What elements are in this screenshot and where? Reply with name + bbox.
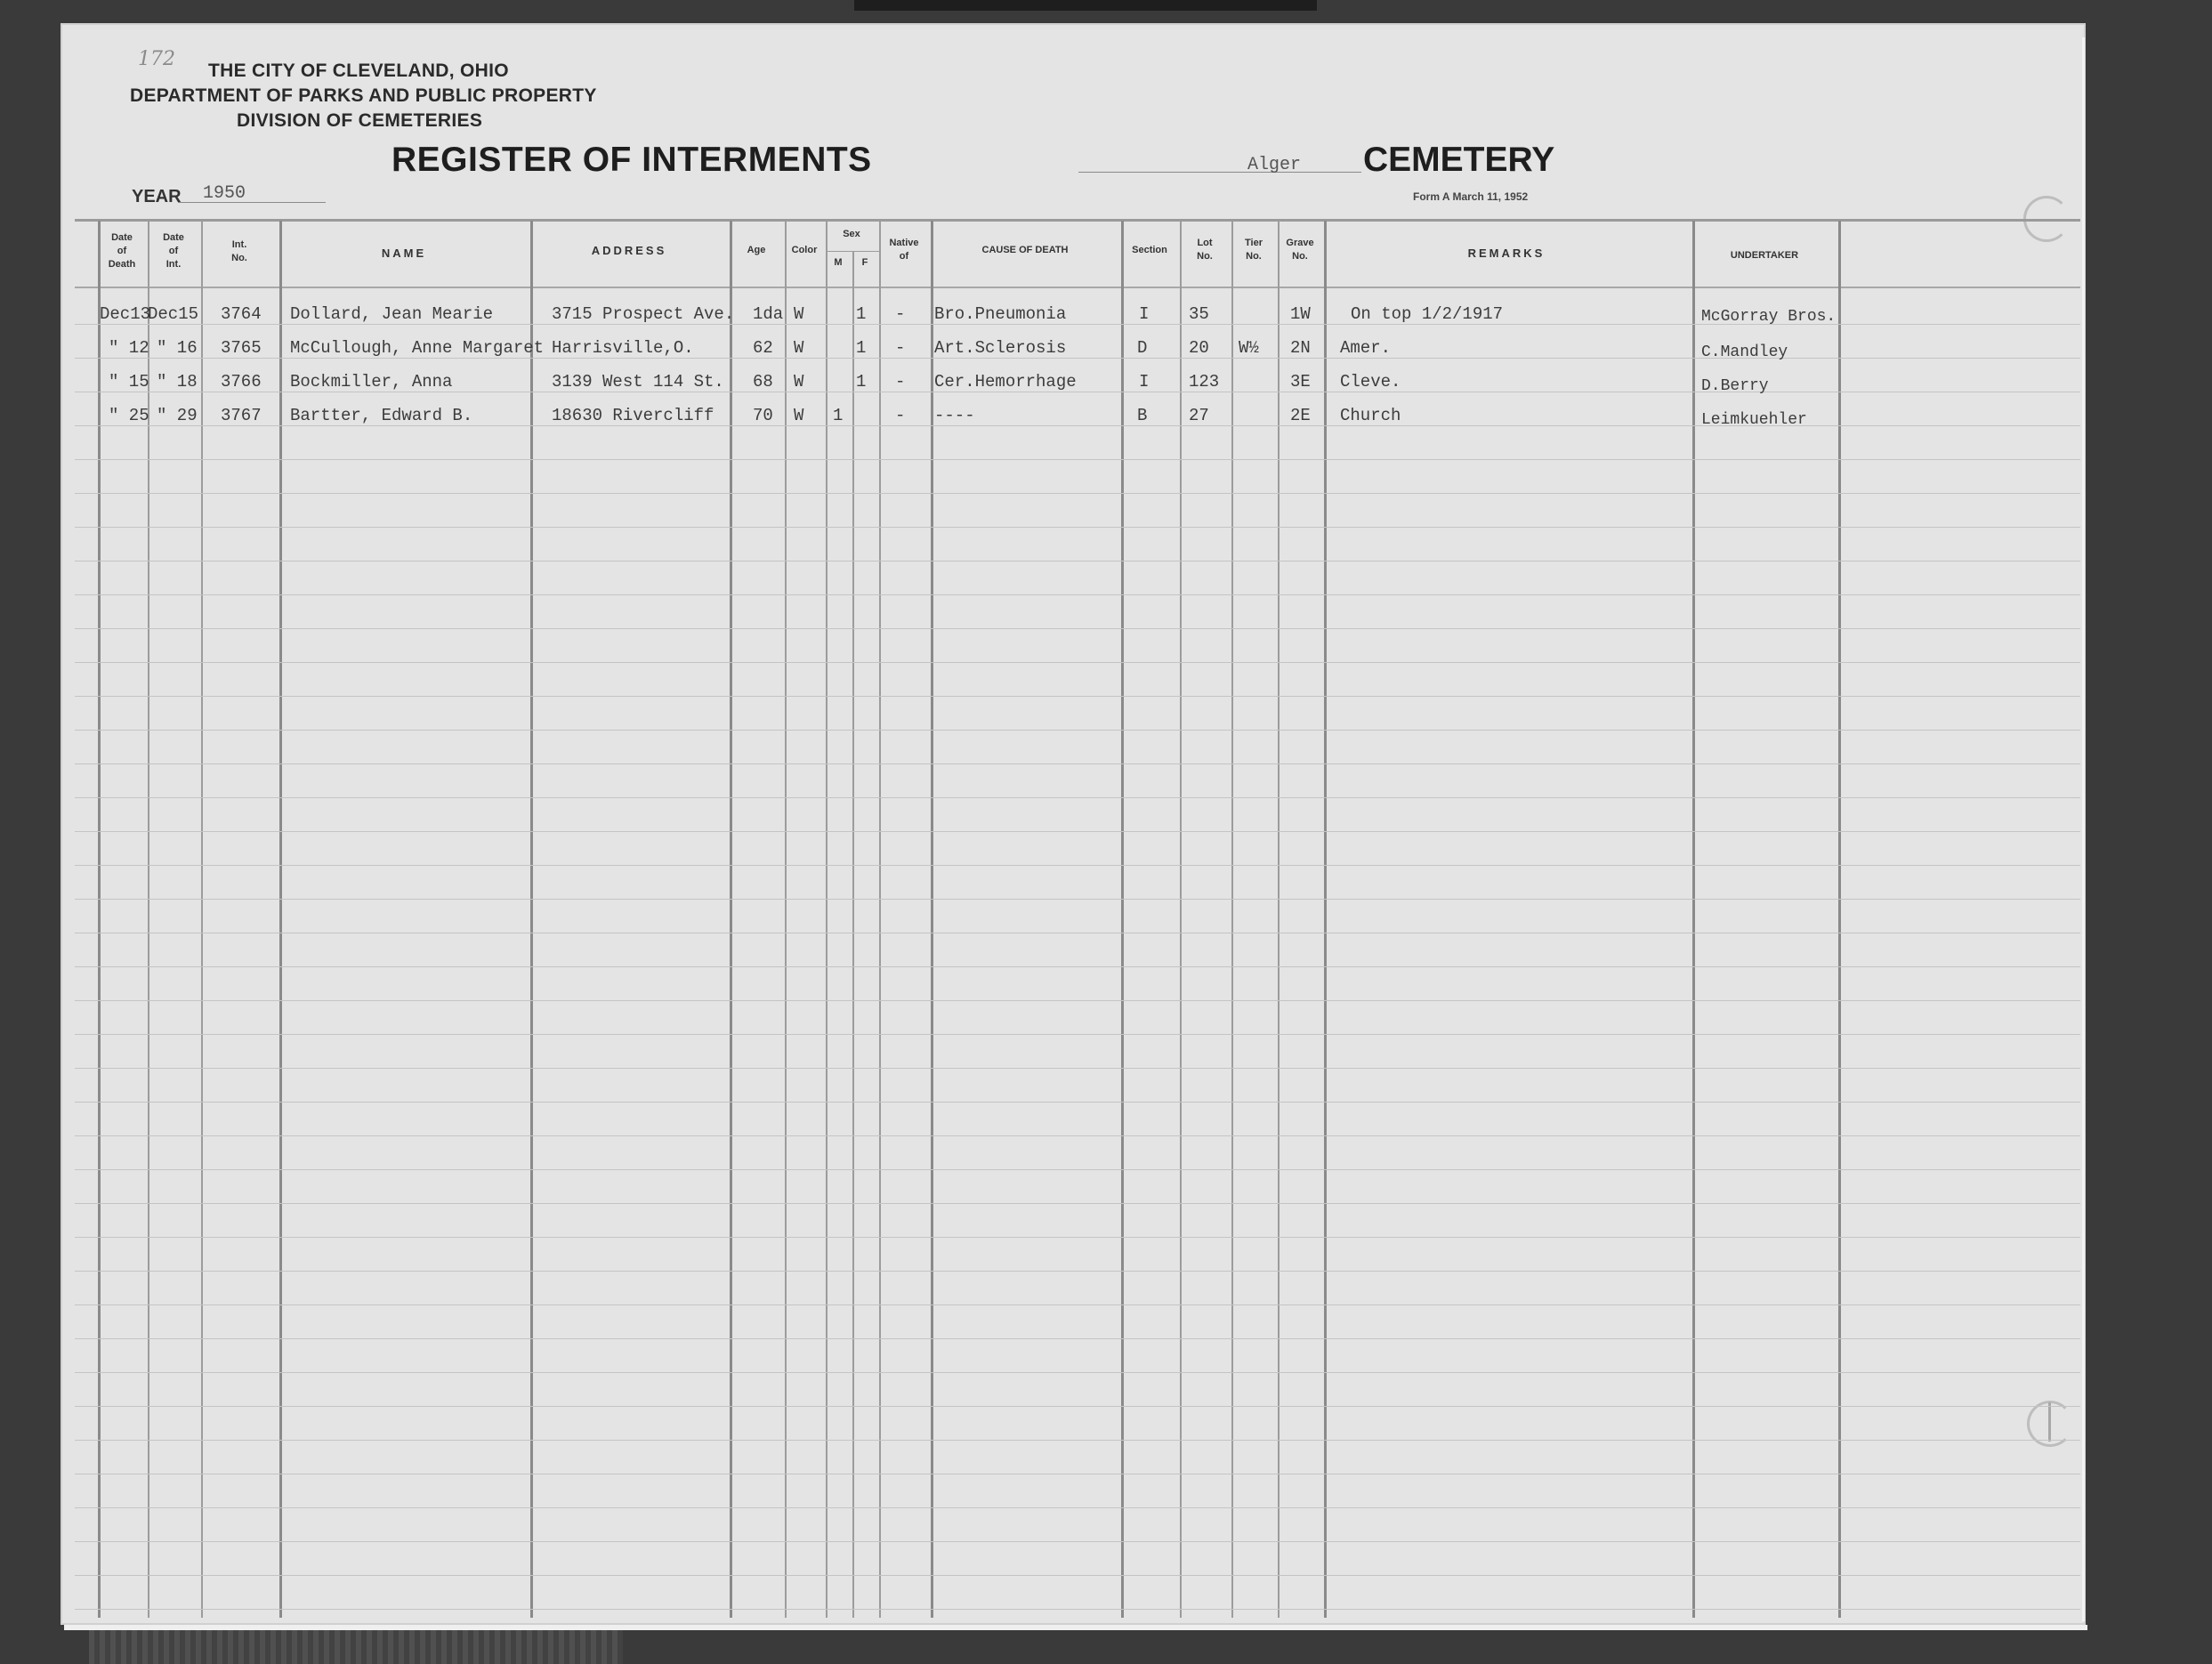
- col-date-of-death: [98, 231, 146, 271]
- form-note: Form A March 11, 1952: [1413, 190, 1529, 203]
- col-lot-no-line1: Lot: [1197, 238, 1213, 248]
- cell-undertaker: C.Mandley: [1701, 343, 1788, 361]
- col-cause-of-death: CAUSE OF DEATH: [981, 245, 1069, 255]
- cell-date-int: " 18: [157, 372, 198, 392]
- col-int-no: [201, 238, 278, 265]
- year-value: 1950: [203, 183, 246, 204]
- cell-section: I: [1139, 304, 1150, 324]
- cell-age: 68: [753, 372, 773, 392]
- department-heading: DEPARTMENT OF PARKS AND PUBLIC PROPERTY: [130, 85, 597, 106]
- col-native-of-line1: Native: [889, 238, 919, 248]
- cell-color: W: [794, 304, 804, 324]
- cell-lot: 123: [1189, 372, 1220, 392]
- cell-sex-f: 1: [856, 338, 867, 358]
- cell-lot: 27: [1189, 406, 1209, 425]
- cell-remarks: Church: [1340, 406, 1401, 425]
- col-sex: Sex: [843, 229, 860, 239]
- col-name: NAME: [381, 246, 427, 260]
- cell-age: 1da: [753, 304, 784, 324]
- year-label: YEAR: [132, 187, 182, 206]
- col-date-of-death-line3: Death: [108, 259, 136, 270]
- col-date-of-int-line2: of: [168, 246, 179, 256]
- cell-lot: 35: [1189, 304, 1209, 324]
- cell-section: D: [1137, 338, 1148, 358]
- cell-color: W: [794, 372, 804, 392]
- col-grave-no: [1278, 237, 1322, 263]
- cell-undertaker: Leimkuehler: [1701, 411, 1807, 429]
- cell-section: B: [1137, 406, 1148, 425]
- col-int-no-line2: No.: [231, 253, 247, 263]
- cell-name: Dollard, Jean Mearie: [290, 304, 494, 324]
- cell-grave: 2E: [1290, 406, 1311, 425]
- binder-ring-top: [2023, 196, 2070, 242]
- cell-date-int: " 16: [157, 338, 198, 358]
- cemetery-name-line: [1078, 172, 1361, 173]
- cemetery-label: CEMETERY: [1363, 141, 1555, 179]
- cell-color: W: [794, 338, 804, 358]
- cell-int-no: 3765: [221, 338, 262, 358]
- col-date-of-int-line3: Int.: [165, 259, 182, 270]
- cell-grave: 1W: [1290, 304, 1311, 324]
- cell-name: Bockmiller, Anna: [290, 372, 453, 392]
- cell-native: -: [895, 406, 906, 425]
- cell-cause: Cer.Hemorrhage: [934, 372, 1077, 392]
- cell-int-no: 3766: [221, 372, 262, 392]
- cell-date-int: " 29: [157, 406, 198, 425]
- col-tier-no: [1231, 237, 1276, 263]
- scan-tab-top: [854, 0, 1317, 11]
- city-heading: THE CITY OF CLEVELAND, OHIO: [208, 61, 509, 81]
- cell-cause: ----: [934, 406, 975, 425]
- cell-native: -: [895, 304, 906, 324]
- cell-remarks: Amer.: [1340, 338, 1392, 358]
- scan-tab-bottom: [89, 1630, 623, 1664]
- col-tier-no-line1: Tier: [1245, 238, 1263, 248]
- col-date-of-int-line1: Date: [163, 232, 184, 243]
- cell-int-no: 3767: [221, 406, 262, 425]
- cell-name: McCullough, Anne Margaret: [290, 338, 545, 358]
- cell-undertaker: McGorray Bros.: [1701, 308, 1837, 326]
- col-section: Section: [1132, 245, 1167, 255]
- cell-section: I: [1139, 372, 1150, 392]
- year-line: [178, 202, 326, 203]
- cell-age: 62: [753, 338, 773, 358]
- cell-color: W: [794, 406, 804, 425]
- col-tier-no-line2: No.: [1246, 251, 1262, 262]
- col-grave-no-line1: Grave: [1286, 238, 1314, 248]
- cell-int-no: 3764: [221, 304, 262, 324]
- col-address: ADDRESS: [591, 244, 667, 257]
- cemetery-name: Alger: [1247, 155, 1302, 175]
- register-sheet: [61, 23, 2086, 1625]
- col-int-no-line1: Int.: [231, 239, 247, 250]
- cell-address: 3139 West 114 St.: [552, 372, 724, 392]
- col-age: Age: [747, 245, 766, 255]
- register-title: REGISTER OF INTERMENTS: [392, 141, 872, 179]
- col-remarks: REMARKS: [1467, 246, 1546, 260]
- col-color: Color: [791, 245, 818, 255]
- cell-date-death: " 15: [109, 372, 149, 392]
- cell-date-int: Dec15: [148, 304, 199, 324]
- col-sex-f: F: [861, 257, 868, 268]
- cell-name: Bartter, Edward B.: [290, 406, 473, 425]
- col-native-of-line2: of: [899, 251, 909, 262]
- cell-cause: Bro.Pneumonia: [934, 304, 1067, 324]
- col-date-of-int: [148, 231, 199, 271]
- sheet-edge: [2082, 37, 2085, 1621]
- col-native-of: [879, 237, 929, 263]
- cell-native: -: [895, 372, 906, 392]
- cell-sex-f: 1: [856, 304, 867, 324]
- cell-address: 18630 Rivercliff: [552, 406, 714, 425]
- cell-address: 3715 Prospect Ave.: [552, 304, 735, 324]
- cell-date-death: " 25: [109, 406, 149, 425]
- col-lot-no-line2: No.: [1197, 251, 1213, 262]
- cell-grave: 2N: [1290, 338, 1311, 358]
- cell-native: -: [895, 338, 906, 358]
- cell-undertaker: D.Berry: [1701, 377, 1769, 395]
- cell-age: 70: [753, 406, 773, 425]
- col-sex-m: M: [834, 257, 843, 268]
- binder-ring-bar: [2048, 1402, 2051, 1442]
- page-number: 172: [138, 48, 175, 70]
- cell-grave: 3E: [1290, 372, 1311, 392]
- cell-sex-m: 1: [833, 406, 844, 425]
- cell-date-death: Dec13: [100, 304, 151, 324]
- col-lot-no: [1180, 237, 1230, 263]
- cell-tier: W½: [1239, 338, 1259, 358]
- col-date-of-death-line2: of: [117, 246, 127, 256]
- cell-remarks: Cleve.: [1340, 372, 1401, 392]
- cell-cause: Art.Sclerosis: [934, 338, 1067, 358]
- cell-remarks: On top 1/2/1917: [1351, 304, 1504, 324]
- cell-lot: 20: [1189, 338, 1209, 358]
- sheet-bottom-edge: [64, 1625, 2087, 1630]
- cell-sex-f: 1: [856, 372, 867, 392]
- col-grave-no-line2: No.: [1292, 251, 1308, 262]
- col-date-of-death-line1: Date: [111, 232, 133, 243]
- cell-date-death: " 12: [109, 338, 149, 358]
- cell-address: Harrisville,O.: [552, 338, 694, 358]
- col-undertaker: UNDERTAKER: [1730, 250, 1799, 261]
- division-heading: DIVISION OF CEMETERIES: [237, 110, 483, 131]
